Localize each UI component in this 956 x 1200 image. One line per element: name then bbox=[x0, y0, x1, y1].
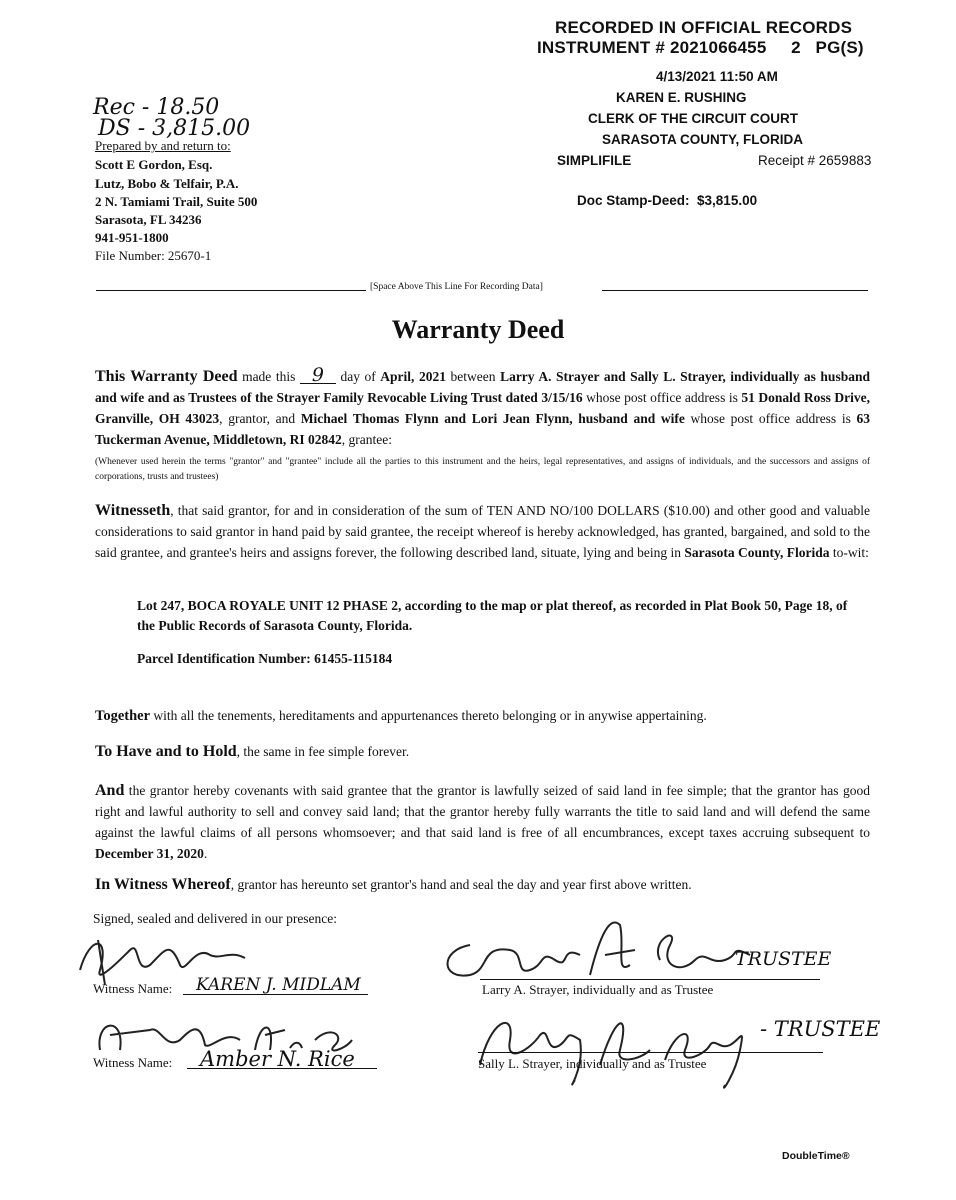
grantor-names: Larry A. Strayer and Sally L. Strayer, individually as husband and wife and as Trustees of the Strayer Family Revocable Living Trust dated 3/15/16 bbox=[95, 369, 870, 405]
in-witness-text: , grantor has hereunto set grantor's hand and seal the day and year first above written. bbox=[230, 877, 692, 892]
covenant-text: the grantor hereby covenants with said grantee that the grantor is lawfully seized of said land in fee simple; that the grantor has good right and lawful authority to sell and convey said land; that the grantor hereby fully warrants the title to said land and will defend the same against the lawful claims of all persons whomsoever; and that said land is free of all encumbrances, except taxes accruing subsequent to bbox=[95, 783, 870, 840]
preparer-city: Sarasota, FL 34236 bbox=[95, 212, 202, 227]
together-paragraph bbox=[95, 705, 870, 727]
covenant-end: . bbox=[203, 846, 208, 861]
witness2-label: Witness Name: bbox=[93, 1055, 173, 1070]
witnesseth-lead: Witnesseth bbox=[95, 502, 171, 519]
signed-sealed-delivered: Signed, sealed and delivered in our presence: bbox=[93, 911, 338, 926]
grantor2-line bbox=[478, 1052, 823, 1053]
habendum-paragraph bbox=[95, 741, 870, 762]
witness2-line bbox=[187, 1068, 377, 1069]
preparer-phone: 941-951-1800 bbox=[95, 230, 169, 245]
footer-brand: DoubleTime® bbox=[782, 1150, 850, 1162]
preparer-name: Scott E Gordon, Esq. bbox=[95, 157, 213, 172]
intro-paragraph bbox=[95, 366, 870, 450]
habendum-text: , the same in fee simple forever. bbox=[236, 744, 410, 759]
clerk-name: KAREN E. RUSHING bbox=[616, 90, 747, 105]
witness1-label: Witness Name: bbox=[93, 981, 173, 996]
witnesseth-paragraph bbox=[95, 500, 870, 563]
witnesseth-end: to-wit: bbox=[829, 545, 869, 560]
habendum-lead: To Have and to Hold bbox=[95, 743, 237, 760]
doc-stamp bbox=[577, 193, 757, 208]
document-title: Warranty Deed bbox=[391, 315, 565, 344]
grantor2-trustee-note: - TRUSTEE bbox=[760, 1017, 881, 1041]
in-witness-lead: In Witness Whereof bbox=[95, 876, 231, 893]
together-lead: Together bbox=[95, 708, 151, 724]
intro-day-of: day of bbox=[335, 369, 381, 384]
doc-stamp-label: Doc Stamp-Deed: bbox=[577, 193, 690, 208]
covenant-paragraph bbox=[95, 780, 870, 864]
covenant-lead: And bbox=[95, 782, 125, 799]
together-text: with all the tenements, hereditaments and appurtenances thereto belonging or in anywise appertaining. bbox=[150, 708, 707, 723]
intro-made-this: made this bbox=[237, 369, 300, 384]
filer-name: SIMPLIFILE bbox=[557, 153, 632, 168]
witnesseth-text: , that said grantor, for and in consideration of the sum of TEN AND NO/100 DOLLARS ($10.00) and other good and valuable considerations to said grantor in hand paid by said grantee, the receipt whereof is hereby acknowledged, has granted, bargained, and sold to the said grantee, and grantee's heirs and assigns forever, the following described land, situate, lying and being in bbox=[95, 503, 870, 560]
grantee-address: 63 Tuckerman Avenue, Middletown, RI 02842 bbox=[95, 411, 870, 447]
recording-line-left bbox=[96, 290, 366, 291]
intro-day: 9 bbox=[300, 367, 336, 384]
handnote-doc-stamp: DS - 3,815.00 bbox=[98, 116, 251, 141]
file-number: File Number: 25670-1 bbox=[95, 248, 212, 263]
grantee-names: Michael Thomas Flynn and Lori Jean Flynn, husband and wife bbox=[300, 411, 685, 426]
intro-month-year: April, 2021 bbox=[380, 369, 446, 384]
doc-stamp-value: $3,815.00 bbox=[697, 193, 758, 208]
grantor1-trustee-note: TRUSTEE bbox=[735, 948, 832, 970]
witnesseth-county: Sarasota County, Florida bbox=[684, 545, 830, 560]
intro-grantor: , grantor, and bbox=[219, 411, 301, 426]
clerk-office: CLERK OF THE CIRCUIT COURT bbox=[588, 111, 798, 126]
intro-whose1: whose post office address is bbox=[582, 390, 742, 405]
grantor-address: 51 Donald Ross Drive, Granville, OH 43023 bbox=[95, 390, 870, 426]
recording-county: SARASOTA COUNTY, FLORIDA bbox=[602, 132, 803, 147]
recording-line-right bbox=[602, 290, 868, 291]
instrument-number: INSTRUMENT # 2021066455 2 PG(S) bbox=[537, 38, 864, 57]
intro-between: between bbox=[445, 369, 501, 384]
witness1-line bbox=[183, 994, 368, 995]
grantor1-line bbox=[480, 979, 820, 980]
parcel-id: Parcel Identification Number: 61455-115184 bbox=[137, 651, 393, 666]
witness1-printed-name: KAREN J. MIDLAM bbox=[196, 975, 361, 995]
covenant-date: December 31, 2020 bbox=[95, 846, 204, 861]
recording-datetime: 4/13/2021 11:50 AM bbox=[656, 69, 778, 84]
receipt-number: Receipt # 2659883 bbox=[758, 153, 872, 168]
preparer-street: 2 N. Tamiami Trail, Suite 500 bbox=[95, 194, 258, 209]
definitions-note: (Whenever used herein the terms "grantor" and "grantee" include all the parties to this instrument and the heirs, legal representatives, and assigns of individuals, and the successors and assigns of corporations, trusts and trustees) bbox=[95, 457, 870, 482]
grantor2-label: Sally L. Strayer, individually and as Trustee bbox=[478, 1056, 707, 1071]
prepared-by-header: Prepared by and return to: bbox=[95, 138, 231, 153]
legal-description: Lot 247, BOCA ROYALE UNIT 12 PHASE 2, according to the map or plat thereof, as recorded in Plat Book 50, Page 18, of the Public Records of Sarasota County, Florida. bbox=[137, 598, 848, 633]
witness2-printed-name: Amber N. Rice bbox=[200, 1047, 355, 1071]
handnote-recording-fee: Rec - 18.50 bbox=[93, 95, 220, 120]
intro-grantee: , grantee: bbox=[341, 432, 393, 447]
preparer-firm: Lutz, Bobo & Telfair, P.A. bbox=[95, 176, 239, 191]
grantor1-label: Larry A. Strayer, individually and as Trustee bbox=[482, 982, 714, 997]
intro-lead: This Warranty Deed bbox=[95, 368, 238, 385]
grantor2-signature bbox=[470, 990, 930, 1100]
space-above-note: [Space Above This Line For Recording Data] bbox=[370, 282, 543, 292]
in-witness-paragraph bbox=[95, 874, 870, 895]
intro-whose2: whose post office address is bbox=[684, 411, 857, 426]
recorded-header: RECORDED IN OFFICIAL RECORDS bbox=[555, 18, 853, 37]
